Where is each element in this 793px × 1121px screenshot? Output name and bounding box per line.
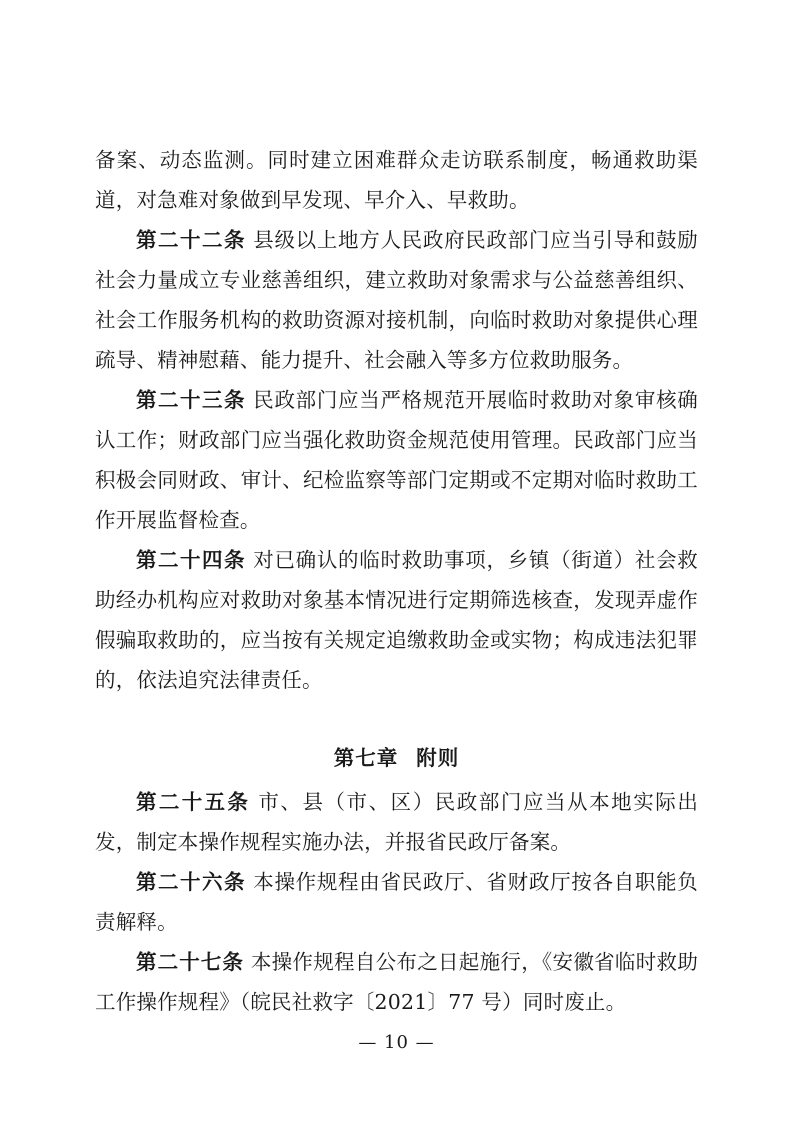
- article-label: 第二十五条: [136, 790, 251, 814]
- article-spacer: [244, 950, 251, 974]
- article-label: 第二十二条: [136, 228, 247, 252]
- document-body: [95, 140, 698, 1022]
- paragraph-article-24: [95, 540, 698, 700]
- chapter-number: 第七章: [333, 746, 399, 770]
- article-label: 第二十三条: [136, 388, 247, 412]
- paragraph-text: 市、县（市、区）民政部门应当从本地实际出发，制定本操作规程实施办法，并报省民政厅备案。: [95, 790, 699, 854]
- article-label: 第二十六条: [136, 870, 247, 894]
- chapter-heading: [95, 738, 698, 778]
- article-label: 第二十四条: [136, 548, 247, 572]
- article-label: 第二十七条: [136, 950, 244, 974]
- paragraph-article-22: [95, 220, 698, 380]
- paragraph-text: 备案、动态监测。同时建立困难群众走访联系制度，畅通救助渠道，对急难对象做到早发现、早介入、早救助。: [95, 148, 698, 212]
- paragraph-text: 民政部门应当严格规范开展临时救助对象审核确认工作；财政部门应当强化救助资金规范使用管理。民政部门应当积极会同财政、审计、纪检监察等部门定期或不定期对临时救助工作开展监督检查。: [95, 388, 699, 532]
- paragraph-text: 县级以上地方人民政府民政部门应当引导和鼓励社会力量成立专业慈善组织，建立救助对象需求与公益慈善组织、社会工作服务机构的救助资源对接机制，向临时救助对象提供心理疏导、精神慰藉、能力提升、社会融入等多方位救助服务。: [95, 228, 699, 372]
- paragraph-article-26: [95, 862, 698, 942]
- paragraph-text: 本操作规程由省民政厅、省财政厅按各自职能负责解释。: [95, 870, 699, 934]
- paragraph-article-23: [95, 380, 698, 540]
- chapter-title: 附则: [416, 746, 460, 770]
- paragraph-text: 对已确认的临时救助事项，乡镇（街道）社会救助经办机构应对救助对象基本情况进行定期筛选核查，发现弄虚作假骗取救助的，应当按有关规定追缴救助金或实物；构成违法犯罪的，依法追究法律责任。: [95, 548, 699, 692]
- paragraph-article-25: [95, 782, 698, 862]
- paragraph-article-27: [95, 942, 698, 1022]
- paragraph-text: 本操作规程自公布之日起施行，《安徽省临时救助工作操作规程》（皖民社救字〔2021〕77 号）同时废止。: [95, 950, 699, 1014]
- page-number: — 10 —: [358, 1032, 435, 1053]
- paragraph-continuation: [95, 140, 698, 220]
